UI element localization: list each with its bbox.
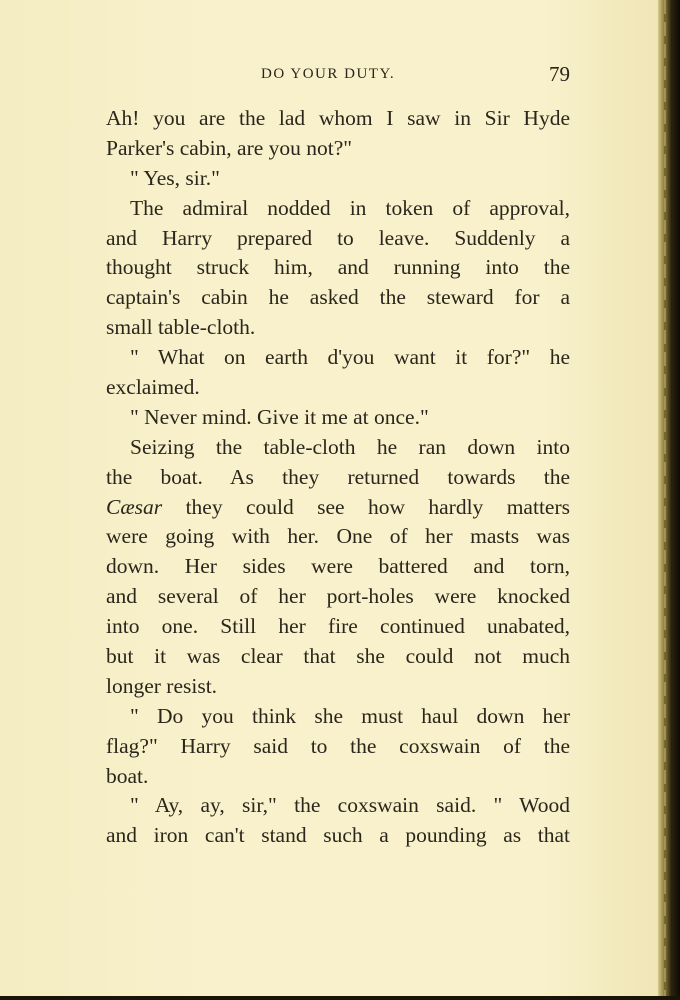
running-title: DO YOUR DUTY.: [261, 66, 396, 82]
text-line: [106, 493, 570, 523]
page-number: 79: [549, 62, 570, 86]
text-line: and Harry prepared to leave. Suddenly a: [106, 225, 570, 250]
text-line: captain's cabin he asked the steward for a: [106, 285, 570, 310]
text-line: down. Her sides were battered and torn,: [106, 554, 570, 579]
text-line: and several of her port-holes were knocked: [106, 584, 570, 609]
text-line: small table-cloth.: [106, 315, 256, 340]
text-line: longer resist.: [106, 673, 218, 698]
text-line: into one. Still her fire continued unabated,: [106, 614, 570, 639]
text-line: Parker's cabin, are you not?": [106, 135, 353, 160]
running-head: [106, 62, 570, 90]
text-line: " Yes, sir.": [130, 165, 220, 190]
text-line: The admiral nodded in token of approval,: [130, 195, 570, 220]
text-line: flag?" Harry said to the coxswain of the: [106, 733, 570, 758]
text-line: " Ay, ay, sir," the coxswain said. " Wood: [130, 793, 570, 818]
text-line: " What on earth d'you want it for?" he: [130, 345, 570, 370]
text-line: thought struck him, and running into the: [106, 255, 570, 280]
page-bottom-edge: [0, 996, 680, 1000]
text-line: and iron can't stand such a pounding as that: [106, 823, 570, 848]
body-text: [106, 104, 570, 851]
text-line: " Never mind. Give it me at once.": [130, 404, 429, 429]
text-line: " Do you think she must haul down her: [130, 703, 570, 728]
text-line: were going with her. One of her masts was: [106, 524, 570, 549]
text-line: boat.: [106, 763, 149, 788]
text-line: Ah! you are the lad whom I saw in Sir Hyde: [106, 106, 570, 130]
book-spine-edge: [658, 0, 680, 1000]
text-line: but it was clear that she could not much: [106, 644, 570, 669]
text-line: the boat. As they returned towards the: [106, 464, 570, 489]
text-line: exclaimed.: [106, 375, 200, 400]
text-fragment: they could see how hardly matters: [162, 494, 570, 519]
ship-name: Cæsar: [106, 494, 163, 519]
text-line: Seizing the table-cloth he ran down into: [130, 434, 570, 459]
